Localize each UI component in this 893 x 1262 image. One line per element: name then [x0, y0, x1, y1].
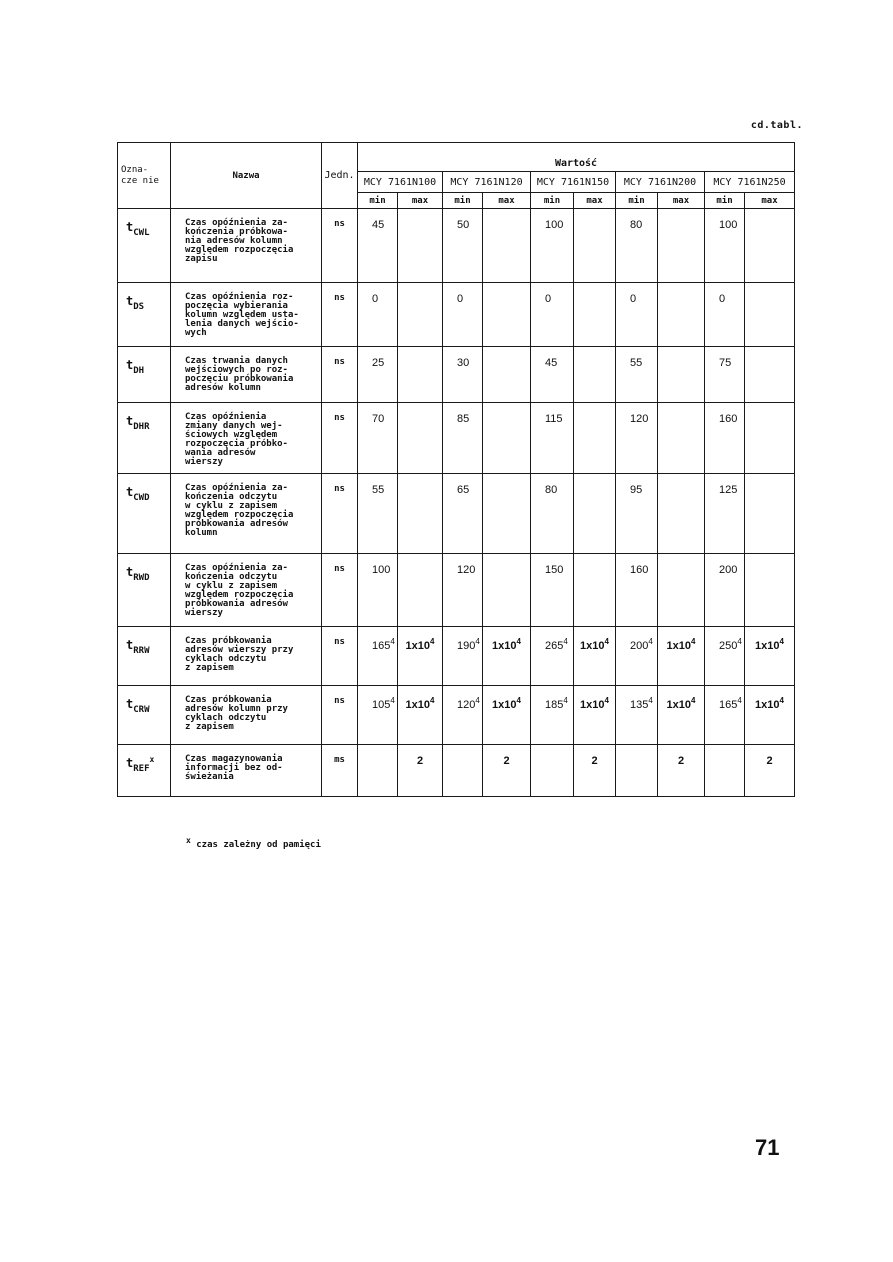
value-min: $185^4$ [531, 686, 574, 745]
value-min: 120 [616, 403, 658, 474]
table-row [118, 474, 795, 554]
header-min: min [443, 193, 483, 209]
footnote [186, 836, 321, 850]
table-row [118, 554, 795, 627]
parameter-name: Czas trwania danych wejściowych po roz- poczęciu próbkowania adresów kolumn [171, 347, 322, 403]
header-min: min [531, 193, 574, 209]
value-max [398, 474, 443, 554]
header-max: max [483, 193, 531, 209]
value-min: 115 [531, 403, 574, 474]
value-max [483, 554, 531, 627]
value-max [483, 209, 531, 283]
parameter-symbol: $t_{DH}$ [118, 347, 171, 403]
value-max [745, 347, 795, 403]
value-max [483, 403, 531, 474]
table-row [118, 403, 795, 474]
value-min: 55 [616, 347, 658, 403]
parameter-symbol: $t_{DHR}$ [118, 403, 171, 474]
parameter-symbol: $t_{DS}$ [118, 283, 171, 347]
value-min: 45 [531, 347, 574, 403]
value-max [398, 347, 443, 403]
value-max [398, 283, 443, 347]
value-max: 2 [398, 745, 443, 797]
value-max: $1x10^4$ [745, 627, 795, 686]
table-row [118, 283, 795, 347]
value-max [574, 209, 616, 283]
parameter-name: Czas próbkowania adresów wierszy przy cyklach odczytu z zapisem [171, 627, 322, 686]
value-min: 65 [443, 474, 483, 554]
value-max [745, 474, 795, 554]
value-min: $200^4$ [616, 627, 658, 686]
value-min: $190^4$ [443, 627, 483, 686]
value-min: 160 [616, 554, 658, 627]
table-row [118, 745, 795, 797]
value-min: $165^4$ [358, 627, 398, 686]
value-max [483, 283, 531, 347]
parameter-name: Czas magazynowania informacji bez od- świeżania [171, 745, 322, 797]
value-min: 0 [443, 283, 483, 347]
value-min: $105^4$ [358, 686, 398, 745]
header-min: min [705, 193, 745, 209]
value-max: $1x10^4$ [658, 686, 705, 745]
value-min: 80 [531, 474, 574, 554]
value-max [658, 554, 705, 627]
header-max: max [574, 193, 616, 209]
value-max [745, 554, 795, 627]
value-min [358, 745, 398, 797]
page-number: 71 [755, 1135, 780, 1160]
value-max: 2 [574, 745, 616, 797]
value-max [658, 403, 705, 474]
header-model: MCY 7161N250 [705, 172, 795, 193]
value-max [745, 283, 795, 347]
value-min [705, 745, 745, 797]
value-min: 100 [358, 554, 398, 627]
parameter-symbol: $t_{RWD}$ [118, 554, 171, 627]
value-max: $1x10^4$ [483, 686, 531, 745]
parameter-name: Czas opóźnienia za- kończenia próbkowa- nia adresów kolumn względem rozpoczęcia zapisu [171, 209, 322, 283]
header-max: max [745, 193, 795, 209]
value-min: 55 [358, 474, 398, 554]
parameter-name: Czas opóźnienia za- kończenia odczytu w cyklu z zapisem względem rozpoczęcia próbkowania adresów wierszy [171, 554, 322, 627]
value-min: 45 [358, 209, 398, 283]
value-min: 100 [705, 209, 745, 283]
value-max: 2 [658, 745, 705, 797]
value-min: 0 [358, 283, 398, 347]
parameter-unit: ns [322, 474, 358, 554]
value-min: $135^4$ [616, 686, 658, 745]
value-min: 150 [531, 554, 574, 627]
value-min: 100 [531, 209, 574, 283]
value-max [574, 554, 616, 627]
value-min: 0 [531, 283, 574, 347]
footnote-mark: x [186, 836, 191, 845]
value-min: 85 [443, 403, 483, 474]
value-min: $120^4$ [443, 686, 483, 745]
parameter-symbol: $t_{CWD}$ [118, 474, 171, 554]
value-max [574, 347, 616, 403]
value-min: 30 [443, 347, 483, 403]
header-max: max [658, 193, 705, 209]
value-min [443, 745, 483, 797]
value-min: 75 [705, 347, 745, 403]
value-max [398, 209, 443, 283]
table-row [118, 347, 795, 403]
parameter-unit: ns [322, 403, 358, 474]
header-value: Wartość [358, 143, 795, 172]
value-max [483, 347, 531, 403]
table-row [118, 209, 795, 283]
table-row [118, 686, 795, 745]
header-name: Nazwa [171, 143, 322, 209]
value-min [616, 745, 658, 797]
value-max [398, 403, 443, 474]
parameter-name: Czas opóźnienia roz- poczęcia wybierania kolumn względem usta- lenia danych wejścio- wych [171, 283, 322, 347]
value-max: $1x10^4$ [658, 627, 705, 686]
value-max: 2 [745, 745, 795, 797]
header-model: MCY 7161N200 [616, 172, 705, 193]
parameter-symbol: $t_{CWL}$ [118, 209, 171, 283]
value-max [398, 554, 443, 627]
value-min: $165^4$ [705, 686, 745, 745]
value-max [574, 283, 616, 347]
value-max: $1x10^4$ [574, 627, 616, 686]
parameter-name: Czas opóźnienia za- kończenia odczytu w cyklu z zapisem względem rozpoczęcia próbkowania adresów kolumn [171, 474, 322, 554]
parameter-unit: ns [322, 347, 358, 403]
value-min: 95 [616, 474, 658, 554]
parameter-symbol: $t_{CRW}$ [118, 686, 171, 745]
value-max [658, 209, 705, 283]
header-designation: Ozna- cze nie [118, 143, 171, 209]
value-min: 0 [705, 283, 745, 347]
value-max [658, 347, 705, 403]
value-min: 0 [616, 283, 658, 347]
header-max: max [398, 193, 443, 209]
value-min: 80 [616, 209, 658, 283]
value-max [483, 474, 531, 554]
value-min: 160 [705, 403, 745, 474]
table-row [118, 627, 795, 686]
value-max: $1x10^4$ [574, 686, 616, 745]
value-min: 25 [358, 347, 398, 403]
header-min: min [616, 193, 658, 209]
parameter-unit: ns [322, 209, 358, 283]
parameter-unit: ns [322, 554, 358, 627]
parameter-name: Czas próbkowania adresów kolumn przy cyklach odczytu z zapisem [171, 686, 322, 745]
header-min: min [358, 193, 398, 209]
footnote-text: czas zależny od pamięci [196, 840, 321, 850]
value-max [574, 474, 616, 554]
value-min: 120 [443, 554, 483, 627]
value-max [574, 403, 616, 474]
value-min [531, 745, 574, 797]
timing-parameters-table [117, 142, 795, 797]
parameter-symbol: $t_{REF}^x$ [118, 745, 171, 797]
value-max [745, 403, 795, 474]
header-model: MCY 7161N100 [358, 172, 443, 193]
value-max: 2 [483, 745, 531, 797]
value-max: $1x10^4$ [483, 627, 531, 686]
header-model: MCY 7161N120 [443, 172, 531, 193]
value-max: $1x10^4$ [398, 627, 443, 686]
header-model: MCY 7161N150 [531, 172, 616, 193]
value-min: 125 [705, 474, 745, 554]
parameter-unit: ns [322, 686, 358, 745]
parameter-symbol: $t_{RRW}$ [118, 627, 171, 686]
parameter-unit: ns [322, 627, 358, 686]
parameter-unit: ns [322, 283, 358, 347]
value-max: $1x10^4$ [398, 686, 443, 745]
parameter-unit: ms [322, 745, 358, 797]
value-min: $250^4$ [705, 627, 745, 686]
table-continuation-label: cd.tabl. [750, 120, 803, 131]
value-max [658, 474, 705, 554]
value-max [745, 209, 795, 283]
value-max [658, 283, 705, 347]
value-max: $1x10^4$ [745, 686, 795, 745]
header-unit: Jedn. [322, 143, 358, 209]
value-min: 50 [443, 209, 483, 283]
parameter-name: Czas opóźnienia zmiany danych wej- ściowych względem rozpoczęcia próbko- wania adresów wierszy [171, 403, 322, 474]
value-min: 200 [705, 554, 745, 627]
value-min: $265^4$ [531, 627, 574, 686]
value-min: 70 [358, 403, 398, 474]
